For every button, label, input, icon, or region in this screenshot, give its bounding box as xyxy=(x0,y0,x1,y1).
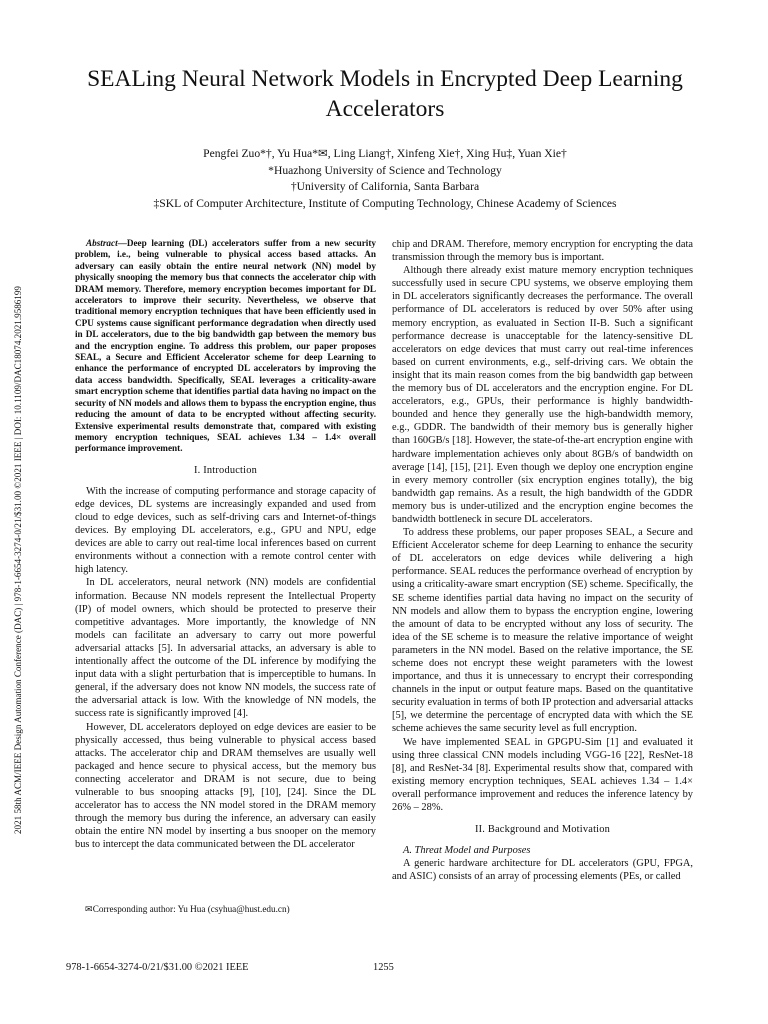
left-column xyxy=(75,238,376,851)
section-heading-background: II. Background and Motivation xyxy=(474,824,611,836)
paragraph: In DL accelerators, neural network (NN) models are confidential information. Because NN models represent the Intellectual Property (IP) of model owners, which should be protected to preserve their competitive advantages. More importantly, the knowledge of NN models can facilitate an adversary to carry out more powerful adversarial attacks [5]. In adversarial attacks, an adversary is able to intentionally affect the outcome of the DL inference by modifying the input data with a slight perturbation that is imperceptible to humans. In general, if the adversary does not know NN models, the success rate of the adversarial attack is low. With the knowledge of NN models, the success rate is significantly improved [4]. xyxy=(75,577,376,720)
section-heading-introduction: I. Introduction xyxy=(193,464,258,476)
affiliation-1: *Huazhong University of Science and Technology xyxy=(268,163,502,177)
paragraph: We have implemented SEAL in GPGPU-Sim [1] and evaluated it using three classical CNN models including VGG-16 [22], ResNet-18 [8], and ResNet-34 [8]. Experimental results show that, compared with existing memory encryption techniques, SEAL achieves 1.34 – 1.4× overall performance improvement and reduces the inference latency by 26% – 28%. xyxy=(392,736,693,814)
paragraph: However, DL accelerators deployed on edge devices are easier to be physically accessed, thus being vulnerable to physical access based attacks. The accelerator chip and DRAM themselves are usually well packaged and hence secure to physical access, but the memory bus connecting accelerator and DRAM is not secure, due to being vulnerable to bus snooping attacks [9], [10], [24]. Since the DL accelerator has to access the NN model stored in the DRAM memory through the memory bus during the inference, an adversary can easily obtain the entire NN model by inserting a bus snooper on the memory bus to intercept the data communicated between the DL accelerator xyxy=(75,721,376,851)
paragraph: chip and DRAM. Therefore, memory encryption for encrypting the data transmission through the memory bus is important. xyxy=(392,239,693,264)
paragraph: A generic hardware architecture for DL accelerators (GPU, FPGA, and ASIC) consists of an array of processing elements (PEs, or called xyxy=(392,858,693,883)
abstract xyxy=(75,238,376,455)
affiliation-2: †University of California, Santa Barbara xyxy=(290,180,480,194)
footnote: ✉Corresponding author: Yu Hua (csyhua@hust.edu.cn) xyxy=(85,904,290,914)
footer-copyright: 978-1-6654-3274-0/21/$31.00 ©2021 IEEE xyxy=(66,962,249,973)
paragraph: To address these problems, our paper proposes SEAL, a Secure and Efficient Accelerator scheme for deep Learning to enhance the security of DL accelerators on edge devices while delivering a high performance. SEAL reduces the performance overhead of encryption by using a criticality-aware smart encryption (SE) scheme. Specifically, the SE scheme identifies partial data having no impact on the security of NN models and allow them to bypass the encryption engine, lowering the amount of data to be encrypted without any loss of security. The idea of the SE scheme is to measure the relative importance of weight parameters in the NN model. Based on the relative importance, the SE scheme does not encrypt these weight parameters with the lowest importance, and thus it is unnecessary to encrypt their corresponding channels in the input or output feature maps. Based on the quantitative security evaluation in terms of both IP protection and adversarial attacks [5], we determine the percentage of encrypted data with which the SE scheme achieves the same security level as full encryption. xyxy=(392,527,693,735)
abstract-text: —Deep learning (DL) accelerators suffer from a new security problem, i.e., being vulnerable to physical access based attacks. An adversary can easily obtain the entire neural network (NN) model by physically snooping the memory bus that connects the accelerator chip with DRAM memory. Therefore, memory encryption becomes important for DL accelerators to improve their security. Nevertheless, we observe that traditional memory encryption techniques that have been efficiently used in CPU systems cause significant performance degradation when directly used in DL accelerators, due to the big bandwidth gap between the memory bus and the encryption engine. To address this problem, our paper proposes SEAL, a Secure and Efficient Accelerator scheme for deep Learning to enhance the performance of encrypted DL accelerators by improving the data access bandwidth. Specifically, SEAL leverages a criticality-aware smart encryption scheme that identifies partial data having no impact on the security of NN models and allows them to bypass the encryption engine, thus reducing the amount of data to be encrypted without affecting security. Extensive experimental results demonstrate that, compared with existing memory encryption techniques, SEAL achieves 1.34 – 1.4× overall performance improvement. xyxy=(75,238,376,454)
abstract-label: Abstract xyxy=(86,238,118,248)
subsection-heading-threat-model: A. Threat Model and Purposes xyxy=(403,845,531,857)
side-banner: 2021 58th ACM/IEEE Design Automation Conference (DAC) | 978-1-6654-3274-0/21/$31.00 ©2021 IEEE | DOI: 10.1109/DAC18074.2021.9586199 xyxy=(13,286,23,834)
author-names: Pengfei Zuo*†, Yu Hua*✉, Ling Liang†, Xinfeng Xie†, Xing Hu‡, Yuan Xie† xyxy=(203,147,567,160)
right-column xyxy=(392,238,693,884)
page-number: 1255 xyxy=(373,962,394,973)
paragraph: Although there already exist mature memory encryption techniques successfully used in secure CPU systems, we observe employing them in DL accelerators significantly decreases the performance. The overall performance of DL accelerators is reduced by over 50% after using memory encryption, as evaluated in Section II-B. Such a significant performance decrease is unacceptable for the latency-sensitive DL accelerators on edge devices that must carry out real-time inferences based on current environments, e.g., self-driving cars. We obtain the insight that its main reason comes from the big bandwidth gap between the memory bus of DL accelerators and the encryption engine. For DL accelerators, e.g., GPUs, their performance is highly bandwidth-bounded and hence they generally use the high-bandwidth memory, e.g., GDDR. The bandwidth of their memory bus is generally higher than 160GB/s [18]. However, the state-of-the-art encryption engine with hardware implementation achieves only about 8GB/s of bandwidth on average [14], [15], [21]. Even though we deploy one encryption engine in every memory controller (six encryption engines totally), the big bandwidth gap remains. As a result, the high bandwidth of the GDDR memory bus is under-utilized and the encryption engine becomes the bandwidth bottleneck in secure DL accelerators. xyxy=(392,265,693,525)
paragraph: With the increase of computing performance and storage capacity of edge devices, DL systems are increasingly expanded and used from cloud to edge devices, such as self-driving cars and Internet-of-things devices. By employing DL accelerators, e.g., GPU and NPU, edge devices are able to carry out real-time local inferences based on current environments without a connection with a remote control center with high latency. xyxy=(75,485,376,576)
affiliation-3: ‡SKL of Computer Architecture, Institute of Computing Technology, Chinese Academy of Sciences xyxy=(153,197,617,211)
paper-title: SEALing Neural Network Models in Encrypted Deep Learning Accelerators xyxy=(87,66,683,122)
author-block xyxy=(60,146,710,213)
